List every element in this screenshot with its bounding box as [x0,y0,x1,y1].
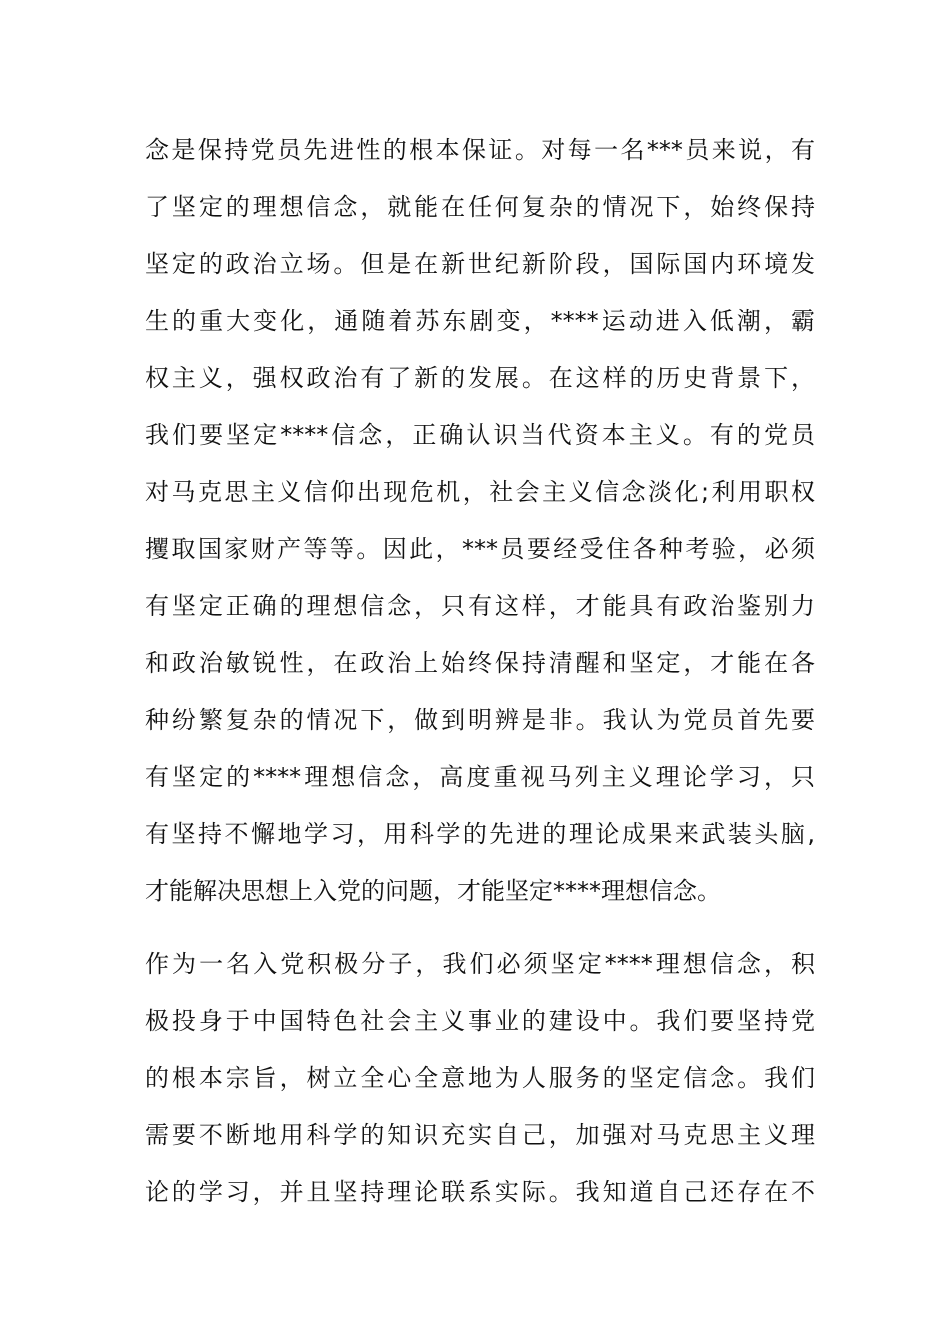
paragraph-line: 和政治敏锐性，在政治上始终保持清醒和坚定，才能在各 [145,649,815,677]
paragraph-line: 念是保持党员先进性的根本保证。对每一名***员来说，有 [145,136,815,164]
paragraph-line: 了坚定的理想信念，就能在任何复杂的情况下，始终保持 [145,193,815,221]
paragraph-line: 有坚持不懈地学习，用科学的先进的理论成果来武装头脑, [145,820,815,848]
paragraph-line: 极投身于中国特色社会主义事业的建设中。我们要坚持党 [145,1007,815,1035]
paragraph-line: 需要不断地用科学的知识充实自己，加强对马克思主义理 [145,1121,815,1149]
paragraph-line: 权主义，强权政治有了新的发展。在这样的历史背景下， [145,364,815,392]
paragraph-line: 种纷繁复杂的情况下，做到明辨是非。我认为党员首先要 [145,706,815,734]
paragraph-line: 才能解决思想上入党的问题，才能坚定****理想信念。 [145,877,721,905]
paragraph-line: 论的学习，并且坚持理论联系实际。我知道自己还存在不 [145,1178,815,1206]
paragraph-line: 有坚定的****理想信念，高度重视马列主义理论学习，只 [145,763,815,791]
paragraph-line: 坚定的政治立场。但是在新世纪新阶段，国际国内环境发 [145,250,815,278]
paragraph-line: 攫取国家财产等等。因此，***员要经受住各种考验，必须 [145,535,815,563]
paragraph-line: 作为一名入党积极分子，我们必须坚定****理想信念，积 [145,950,815,978]
paragraph-2 [145,936,815,1221]
paragraph-line: 我们要坚定****信念，正确认识当代资本主义。有的党员 [145,421,815,449]
paragraph-line: 生的重大变化，通随着苏东剧变，****运动进入低潮，霸 [145,307,815,335]
paragraph-line: 的根本宗旨，树立全心全意地为人服务的坚定信念。我们 [145,1064,815,1092]
paragraph-line: 有坚定正确的理想信念，只有这样，才能具有政治鉴别力 [145,592,815,620]
paragraph-line: 对马克思主义信仰出现危机，社会主义信念淡化;利用职权 [145,478,815,506]
paragraph-1 [145,122,815,920]
